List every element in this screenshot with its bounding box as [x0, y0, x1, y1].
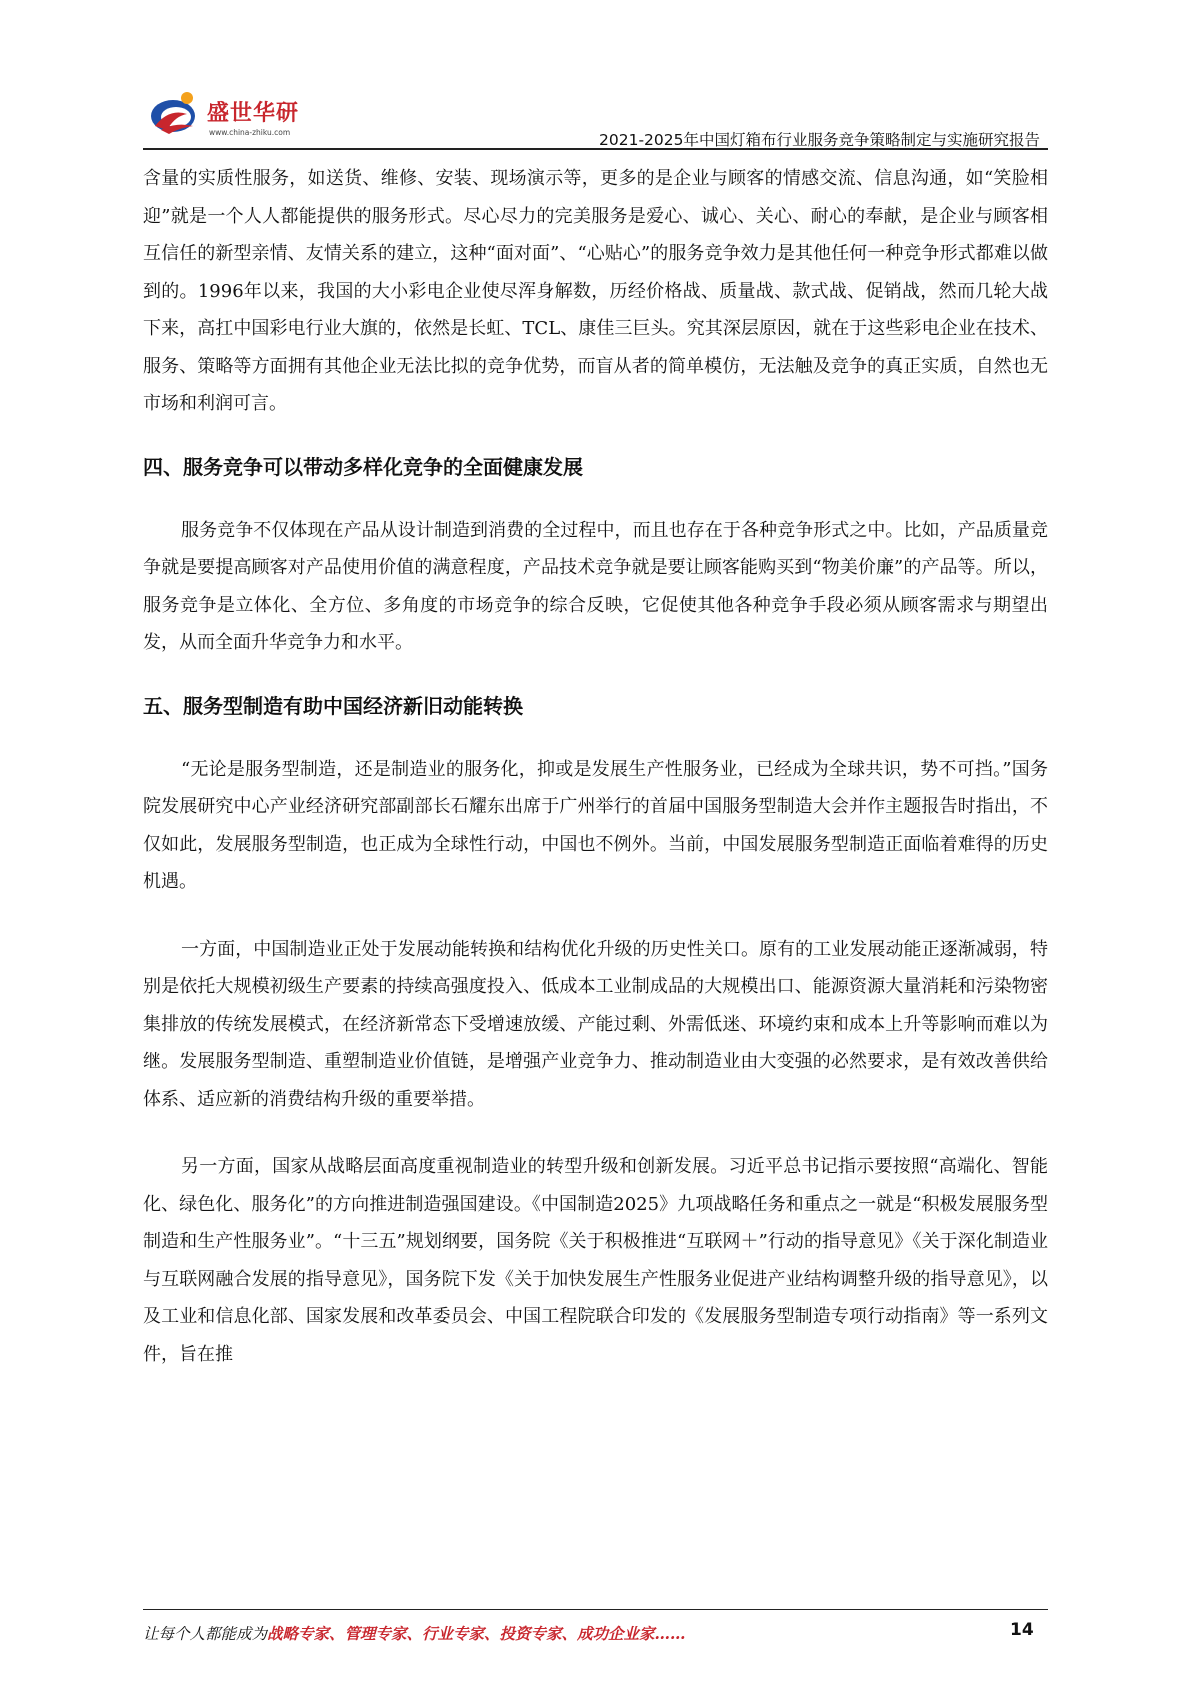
header-divider	[143, 148, 1048, 150]
logo-url: www.china-zhiku.com	[209, 128, 291, 137]
paragraph-4: 一方面，中国制造业正处于发展动能转换和结构优化升级的历史性关口。原有的工业发展动能正逐渐减弱，特别是依托大规模初级生产要素的持续高强度投入、低成本工业制成品的大规模出口、能源资源大量消耗和污染物密集排放的传统发展模式，在经济新常态下受增速放缓、产能过剩、外需低迷、环境约束和成本上升等影响而难以为继。发展服务型制造、重塑制造业价值链，是增强产业竞争力、推动制造业由大变强的必然要求，是有效改善供给体系、适应新的消费结构升级的重要举措。	[143, 938, 1048, 1110]
logo-name: 盛世华研	[207, 101, 300, 126]
paragraph-5: 另一方面，国家从战略层面高度重视制造业的转型升级和创新发展。习近平总书记指示要按照“高端化、智能化、绿色化、服务化”的方向推进制造强国建设。《中国制造2025》九项战略任务和重点之一就是“积极发展服务型制造和生产性服务业”。“十三五”规划纲要，国务院《关于积极推进“互联网＋”行动的指导意见》《关于深化制造业与互联网融合发展的指导意见》，国务院下发《关于加快发展生产性服务业促进产业结构调整升级的指导意见》，以及工业和信息化部、国家发展和改革委员会、中国工程院联合印发的《发展服务型制造专项行动指南》等一系列文件，旨在推	[143, 1156, 1048, 1365]
footer-tagline-prefix: 让每个人都能成为	[143, 1625, 268, 1643]
paragraph-2: 服务竞争不仅体现在产品从设计制造到消费的全过程中，而且也存在于各种竞争形式之中。比如，产品质量竞争就是要提高顾客对产品使用价值的满意程度，产品技术竞争就是要让顾客能购买到“物美价廉”的产品等。所以，服务竞争是立体化、全方位、多角度的市场竞争的综合反映，它促使其他各种竞争手段必须从顾客需求与期望出发，从而全面升华竞争力和水平。	[143, 519, 1048, 653]
paragraph-1: 含量的实质性服务，如送货、维修、安装、现场演示等，更多的是企业与顾客的情感交流、信息沟通，如“笑脸相迎”就是一个人人都能提供的服务形式。尽心尽力的完美服务是爱心、诚心、关心、耐心的奉献，是企业与顾客相互信任的新型亲情、友情关系的建立，这种“面对面”、“心贴心”的服务竞争效力是其他任何一种竞争形式都难以做到的。1996年以来，我国的大小彩电企业使尽浑身解数，历经价格战、质量战、款式战、促销战，然而几轮大战下来，高扛中国彩电行业大旗的，依然是长虹、TCL、康佳三巨头。究其深层原因，就在于这些彩电企业在技术、服务、策略等方面拥有其他企业无法比拟的竞争优势，而盲从者的简单模仿，无法触及竞争的真正实质，自然也无市场和利润可言。	[143, 168, 1048, 414]
paragraph-3: “无论是服务型制造，还是制造业的服务化，抑或是发展生产性服务业，已经成为全球共识，势不可挡。”国务院发展研究中心产业经济研究部副部长石耀东出席于广州举行的首届中国服务型制造大会并作主题报告时指出，不仅如此，发展服务型制造，也正成为全球性行动，中国也不例外。当前，中国发展服务型制造正面临着难得的历史机遇。	[143, 758, 1048, 892]
section-heading-5: 五、服务型制造有助中国经济新旧动能转换	[143, 693, 523, 718]
page-number: 14	[1010, 1620, 1034, 1640]
company-logo	[143, 80, 343, 142]
section-heading-4: 四、服务竞争可以带动多样化竞争的全面健康发展	[143, 454, 583, 479]
logo-emblem-icon	[143, 86, 205, 138]
footer-tagline-highlight: 战略专家、管理专家、行业专家、投资专家、成功企业家……	[267, 1624, 686, 1643]
page-header	[143, 80, 1048, 150]
page-body	[143, 160, 1048, 1373]
report-title: 2021-2025年中国灯箱布行业服务竞争策略制定与实施研究报告	[599, 131, 1040, 149]
footer-divider	[143, 1609, 1048, 1610]
footer-tagline	[143, 1622, 686, 1644]
